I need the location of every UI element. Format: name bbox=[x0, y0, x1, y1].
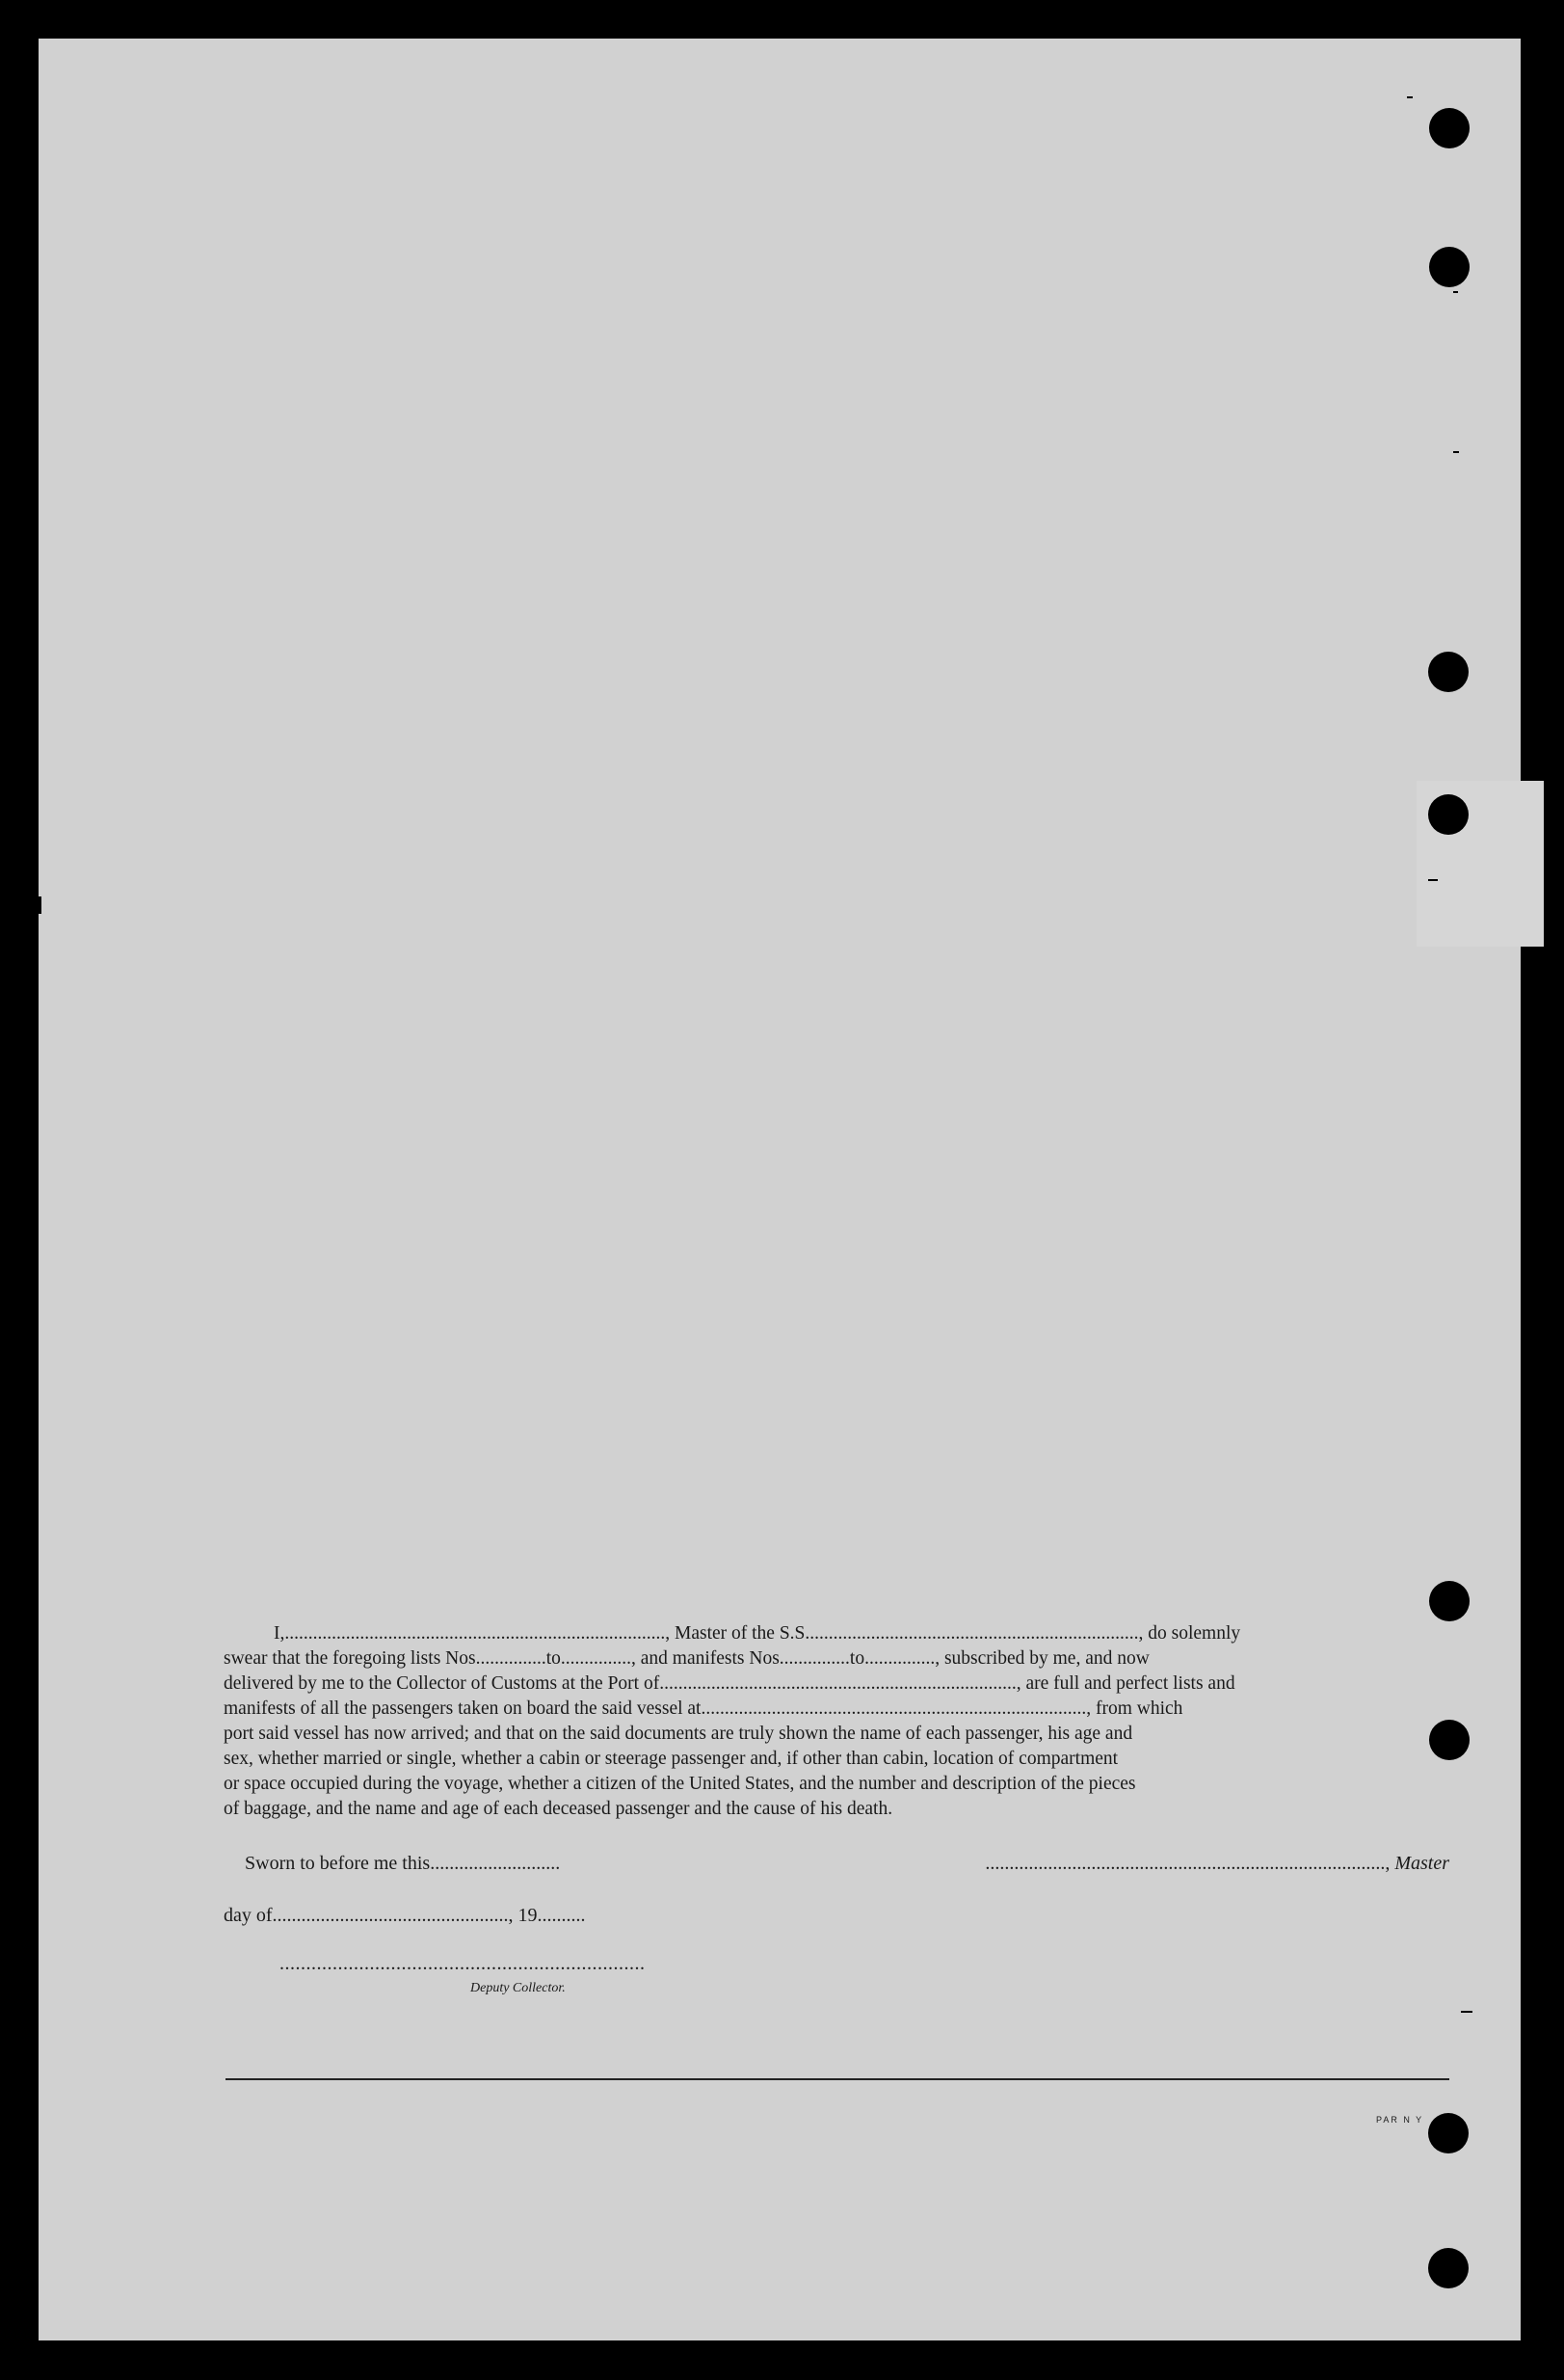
deputy-signature-line: ..................................................................... bbox=[279, 1953, 646, 1974]
punch-hole bbox=[1429, 108, 1470, 148]
scan-speck bbox=[1407, 96, 1413, 98]
printer-mark: PAR N Y bbox=[1376, 2115, 1424, 2125]
master-dotted-line: ..................................................................................., bbox=[985, 1853, 1391, 1874]
declaration-line: port said vessel has now arrived; and that on the said documents are truly shown the name of each passenger, his age and bbox=[224, 1724, 1133, 1744]
punch-hole bbox=[1428, 794, 1469, 835]
punch-hole bbox=[1428, 2113, 1469, 2153]
deputy-collector-label: Deputy Collector. bbox=[470, 1981, 566, 1995]
declaration-line: of baggage, and the name and age of each deceased passenger and the cause of his death. bbox=[224, 1799, 893, 1819]
document-page bbox=[39, 39, 1521, 2340]
punch-hole bbox=[1429, 247, 1470, 287]
declaration-line: I,................................................................................., Master of the S.S......................................................................., do solemnly bbox=[274, 1623, 1241, 1644]
punch-hole bbox=[1429, 1581, 1470, 1621]
sworn-row bbox=[224, 1853, 1449, 1882]
scan-speck bbox=[1453, 291, 1458, 293]
punch-hole bbox=[1428, 2248, 1469, 2288]
declaration-line: or space occupied during the voyage, whether a citizen of the United States, and the number and description of the pieces bbox=[224, 1774, 1136, 1794]
master-declaration bbox=[224, 1621, 1449, 1822]
scan-speck bbox=[1461, 2011, 1472, 2013]
scan-speck bbox=[1428, 879, 1438, 881]
scan-speck bbox=[1453, 451, 1459, 453]
master-signature-line bbox=[985, 1853, 1449, 1875]
sworn-text: Sworn to before me this........................... bbox=[245, 1853, 561, 1874]
declaration-line: manifests of all the passengers taken on board the said vessel at.................................................................................., from which bbox=[224, 1698, 1183, 1719]
horizontal-rule bbox=[225, 2078, 1449, 2080]
declaration-line: swear that the foregoing lists Nos...............to..............., and manifests Nos...............to..............., subscribed by me, and now bbox=[224, 1648, 1150, 1669]
master-label: Master bbox=[1394, 1853, 1449, 1874]
punch-hole bbox=[1428, 652, 1469, 692]
scan-speck bbox=[39, 896, 41, 914]
declaration-line: sex, whether married or single, whether a cabin or steerage passenger and, if other than cabin, location of compartment bbox=[224, 1749, 1119, 1769]
declaration-line: delivered by me to the Collector of Customs at the Port of............................................................................, are full and perfect lists and bbox=[224, 1673, 1235, 1694]
day-line: day of................................................., 19.......... bbox=[224, 1905, 586, 1926]
